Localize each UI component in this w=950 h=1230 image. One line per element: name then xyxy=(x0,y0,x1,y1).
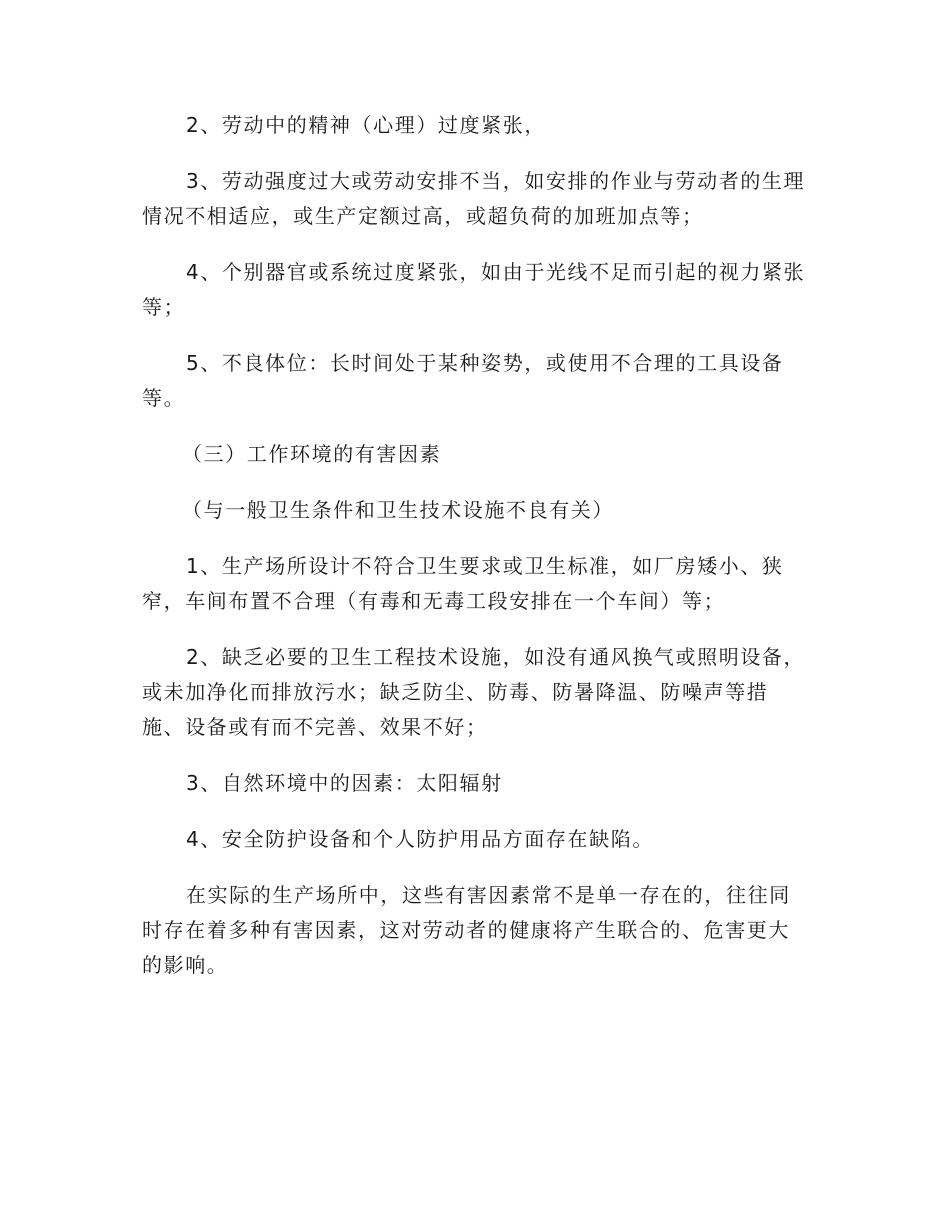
text-line: 在实际的生产场所中，这些有害因素常不是单一存在的，往往同 xyxy=(186,883,791,907)
paragraph-summary xyxy=(142,878,807,983)
text-line: 等。 xyxy=(142,386,186,410)
text-line: 3、自然环境中的因素：太阳辐射 xyxy=(186,771,503,795)
text-line: 或未加净化而排放污水；缺乏防尘、防毒、防暑降温、防噪声等措 xyxy=(142,680,769,704)
text-line: （与一般卫生条件和卫生技术设施不良有关） xyxy=(182,498,614,522)
text-line: 1、生产场所设计不符合卫生要求或卫生标准，如厂房矮小、狭 xyxy=(186,554,784,578)
text-line: 5、不良体位：长时间处于某种姿势，或使用不合理的工具设备 xyxy=(186,351,784,375)
document-body xyxy=(142,108,807,1004)
text-line: 2、劳动中的精神（心理）过度紧张， xyxy=(186,113,546,137)
text-line: 时存在着多种有害因素，这对劳动者的健康将产生联合的、危害更大 xyxy=(142,918,790,942)
text-line: （三）工作环境的有害因素 xyxy=(182,442,442,466)
paragraph-3-labor-intensity xyxy=(142,164,807,234)
text-line: 4、个别器官或系统过度紧张，如由于光线不足而引起的视力紧张 xyxy=(186,260,806,284)
text-line: 等； xyxy=(142,295,186,319)
section-heading-environment-hazards xyxy=(142,437,807,472)
text-line: 4、安全防护设备和个人防护用品方面存在缺陷。 xyxy=(186,827,654,851)
text-line: 施、设备或有而不完善、效果不好； xyxy=(142,715,488,739)
paragraph-4-organ-stress xyxy=(142,255,807,325)
paragraph-4-protective-equipment xyxy=(142,822,807,857)
text-line: 3、劳动强度过大或劳动安排不当，如安排的作业与劳动者的生理 xyxy=(186,169,806,193)
paragraph-3-natural-environment xyxy=(142,766,807,801)
paragraph-2-lack-of-facilities xyxy=(142,640,807,745)
text-line: 窄，车间布置不合理（有毒和无毒工段安排在一个车间）等； xyxy=(142,589,726,613)
text-line: 情况不相适应，或生产定额过高，或超负荷的加班加点等； xyxy=(142,204,704,228)
paragraph-1-workplace-design xyxy=(142,549,807,619)
section-subheading xyxy=(142,493,807,528)
text-line: 2、缺乏必要的卫生工程技术设施，如没有通风换气或照明设备， xyxy=(186,645,806,669)
paragraph-2-mental-stress xyxy=(142,108,807,143)
text-line: 的影响。 xyxy=(142,953,229,977)
paragraph-5-bad-posture xyxy=(142,346,807,416)
